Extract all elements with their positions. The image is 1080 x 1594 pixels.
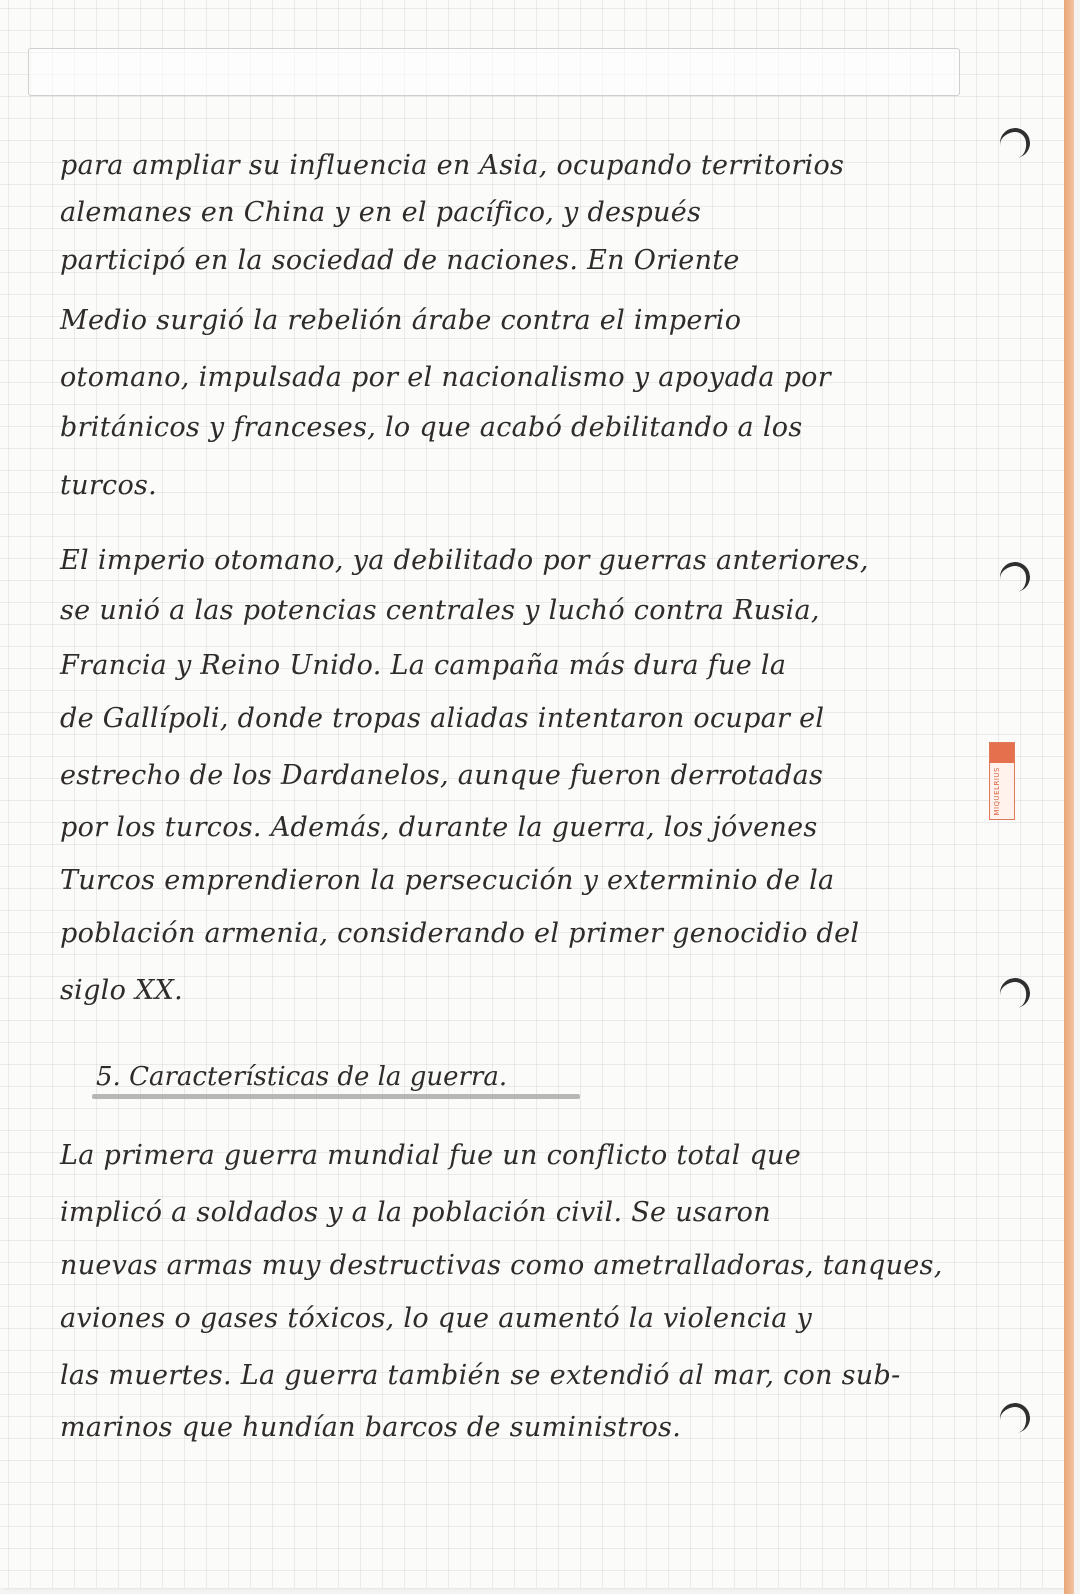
heading-underline (92, 1094, 580, 1099)
binder-ring-4 (998, 1401, 1033, 1436)
binder-ring-3 (998, 976, 1033, 1011)
section-heading: 5. Características de la guerra. (96, 1062, 508, 1092)
paragraph2-line-6: por los turcos. Además, durante la guerra, los jóvenes (60, 812, 818, 843)
paragraph1-line-3: participó en la sociedad de naciones. En Oriente (60, 245, 740, 276)
paragraph2-line-3: Francia y Reino Unido. La campaña más dura fue la (60, 650, 787, 681)
binder-ring-2 (998, 560, 1033, 595)
paragraph2-line-7: Turcos emprendieron la persecución y exterminio de la (60, 865, 835, 896)
paragraph1-line-4: Medio surgió la rebelión árabe contra el imperio (60, 305, 742, 336)
paragraph2-line-2: se unió a las potencias centrales y luchó contra Rusia, (60, 595, 820, 626)
header-box (28, 48, 960, 96)
paragraph3-line-5: las muertes. La guerra también se extendió al mar, con sub- (60, 1360, 901, 1391)
paragraph2-line-9: siglo XX. (60, 975, 183, 1006)
paragraph2-line-4: de Gallípoli, donde tropas aliadas intentaron ocupar el (60, 703, 825, 734)
brand-tag-text: MIQUELRIUS (993, 767, 1001, 816)
paragraph1-line-5: otomano, impulsada por el nacionalismo y apoyada por (60, 362, 831, 393)
paragraph3-line-2: implicó a soldados y a la población civil. Se usaron (60, 1197, 771, 1228)
paragraph3-line-3: nuevas armas muy destructivas como ametralladoras, tanques, (60, 1250, 943, 1281)
paragraph2-line-1: El imperio otomano, ya debilitado por guerras anteriores, (60, 545, 869, 576)
paragraph3-line-4: aviones o gases tóxicos, lo que aumentó la violencia y (60, 1303, 813, 1334)
binder-ring-1 (998, 126, 1033, 161)
paragraph2-line-8: población armenia, considerando el primer genocidio del (60, 918, 860, 949)
paragraph3-line-1: La primera guerra mundial fue un conflicto total que (60, 1140, 802, 1171)
paragraph1-line-2: alemanes en China y en el pacífico, y después (60, 197, 702, 228)
paragraph2-line-5: estrecho de los Dardanelos, aunque fueron derrotadas (60, 760, 824, 791)
paragraph1-line-7: turcos. (60, 470, 158, 501)
page-edge-strip (1064, 0, 1074, 1594)
brand-tag (989, 742, 1015, 820)
paragraph1-line-6: británicos y franceses, lo que acabó debilitando a los (60, 412, 803, 443)
paragraph3-line-6: marinos que hundían barcos de suministros. (60, 1412, 682, 1443)
paragraph1-line-1: para ampliar su influencia en Asia, ocupando territorios (60, 150, 845, 181)
brand-tag-top (990, 743, 1014, 763)
